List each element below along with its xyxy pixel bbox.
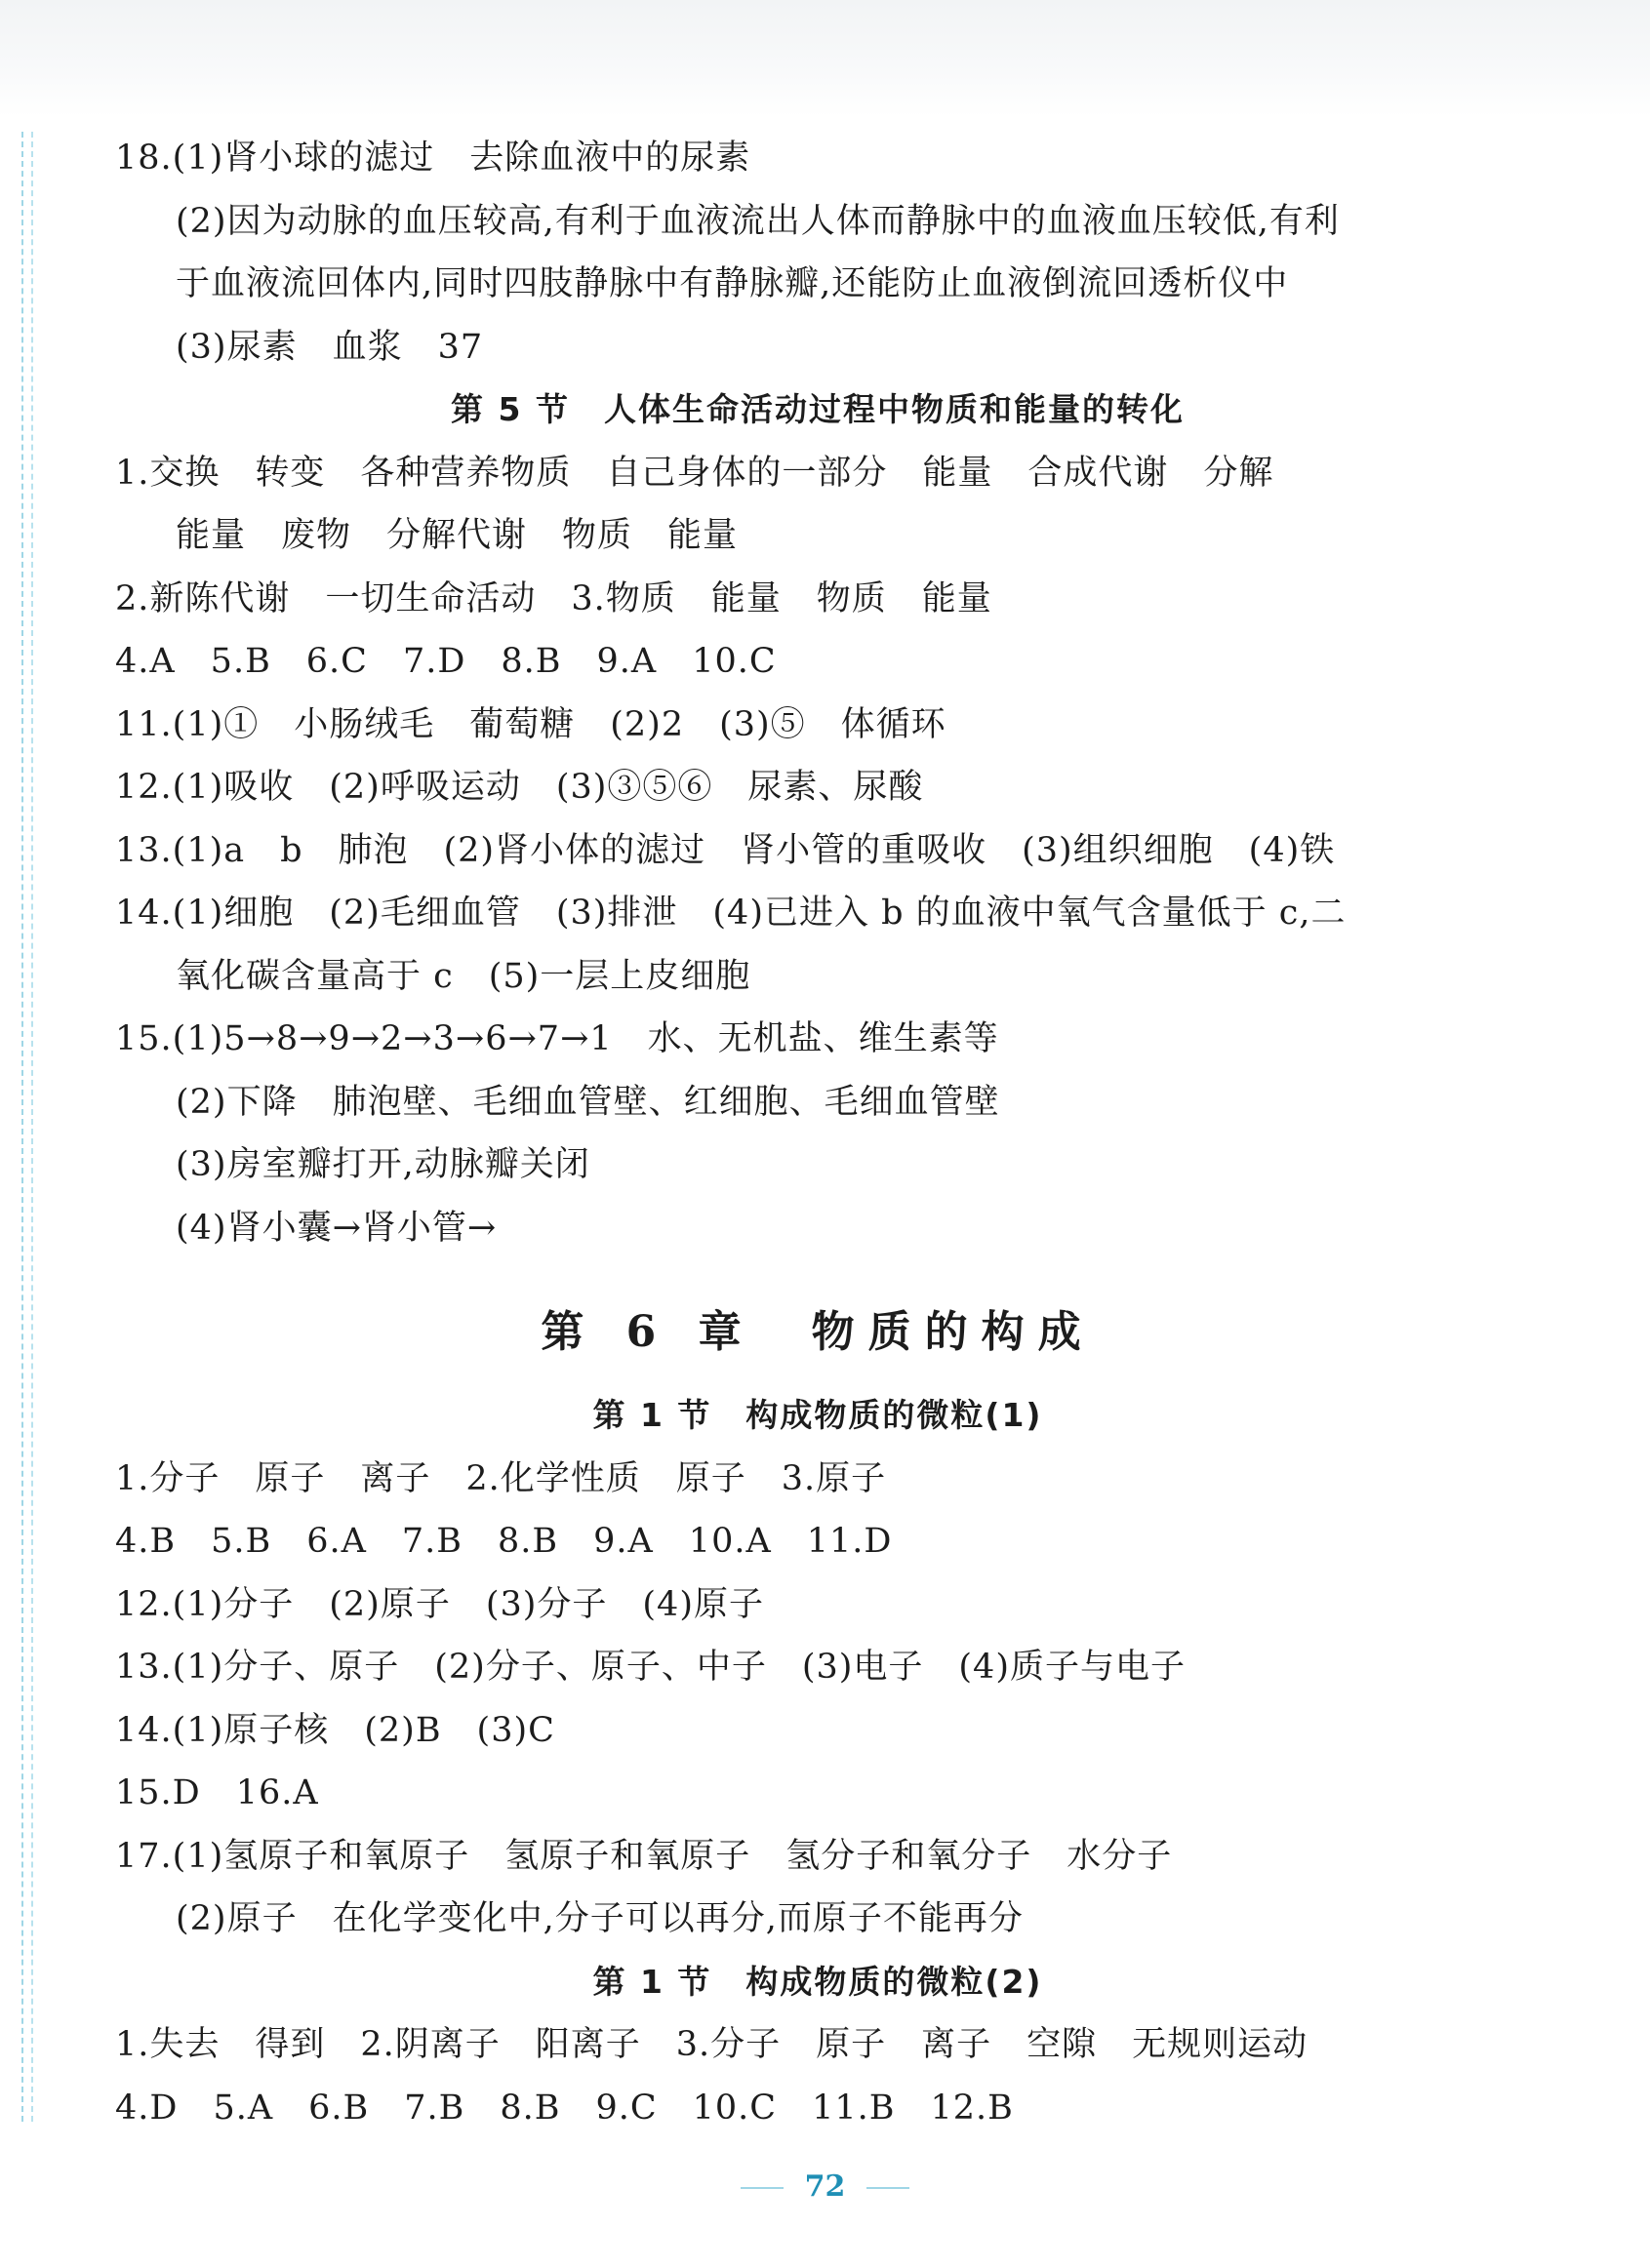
answer-line: 13.(1)分子、原子 (2)分子、原子、中子 (3)电子 (4)质子与电子: [115, 1648, 1186, 1687]
answer-line: 2.新陈代谢 一切生命活动 3.物质 能量 物质 能量: [115, 578, 992, 618]
section-title: 第 5 节 人体生命活动过程中物质和能量的转化: [451, 390, 1185, 428]
answer-line: 4.B 5.B 6.A 7.B 8.B 9.A 10.A 11.D: [115, 1522, 893, 1561]
answer-line: 4.D 5.A 6.B 7.B 8.B 9.C 10.C 11.B 12.B: [115, 2088, 1014, 2128]
answer-line: (3)尿素 血浆 37: [176, 327, 484, 367]
answer-line: (2)原子 在化学变化中,分子可以再分,而原子不能再分: [176, 1899, 1024, 1938]
page-footer: [0, 2169, 1650, 2204]
answer-line: 13.(1)a b 肺泡 (2)肾小体的滤过 肾小管的重吸收 (3)组织细胞 (4)铁: [115, 830, 1336, 870]
left-dashed-border: [21, 132, 33, 2122]
answer-line: (3)房室瓣打开,动脉瓣关闭: [176, 1145, 590, 1184]
answer-line: 能量 废物 分解代谢 物质 能量: [176, 516, 739, 555]
answer-line: 氧化碳含量高于 c (5)一层上皮细胞: [176, 956, 751, 996]
answer-line: 15.D 16.A: [115, 1773, 319, 1812]
footer-rule-right: [866, 2187, 909, 2189]
answer-line: 1.失去 得到 2.阴离子 阳离子 3.分子 原子 离子 空隙 无规则运动: [115, 2025, 1308, 2064]
chapter-title: 第 6 章 物质的构成: [541, 1307, 1095, 1357]
answer-line: 1.交换 转变 各种营养物质 自己身体的一部分 能量 合成代谢 分解: [115, 453, 1274, 493]
answer-line: 4.A 5.B 6.C 7.D 8.B 9.A 10.C: [115, 642, 777, 681]
answer-line: 11.(1)① 小肠绒毛 葡萄糖 (2)2 (3)⑤ 体循环: [115, 704, 946, 744]
answer-content: [115, 127, 1520, 2139]
answer-line: 12.(1)分子 (2)原子 (3)分子 (4)原子: [115, 1584, 764, 1624]
answer-line: (2)因为动脉的血压较高,有利于血液流出人体而静脉中的血液血压较低,有利: [176, 201, 1340, 241]
answer-line: 18.(1)肾小球的滤过 去除血液中的尿素: [115, 139, 751, 178]
answer-line: 14.(1)原子核 (2)B (3)C: [115, 1710, 555, 1750]
answer-line: 17.(1)氢原子和氧原子 氢原子和氧原子 氢分子和氧分子 水分子: [115, 1836, 1173, 1876]
answer-line: (4)肾小囊→肾小管→: [176, 1208, 498, 1248]
answer-line: (2)下降 肺泡壁、毛细血管壁、红细胞、毛细血管壁: [176, 1082, 1000, 1122]
footer-rule-left: [741, 2187, 784, 2189]
answer-line: 14.(1)细胞 (2)毛细血管 (3)排泄 (4)已进入 b 的血液中氧气含量低于 c,二: [115, 894, 1347, 933]
page-number: 72: [804, 2169, 846, 2204]
section-title: 第 1 节 构成物质的微粒(1): [592, 1396, 1043, 1434]
section-title: 第 1 节 构成物质的微粒(2): [592, 1962, 1043, 2001]
answer-line: 15.(1)5→8→9→2→3→6→7→1 水、无机盐、维生素等: [115, 1019, 999, 1058]
answer-line: 于血液流回体内,同时四肢静脉中有静脉瓣,还能防止血液倒流回透析仪中: [176, 264, 1289, 303]
answer-line: 12.(1)吸收 (2)呼吸运动 (3)③⑤⑥ 尿素、尿酸: [115, 768, 924, 807]
answer-line: 1.分子 原子 离子 2.化学性质 原子 3.原子: [115, 1458, 887, 1498]
top-shade: [0, 0, 1650, 117]
